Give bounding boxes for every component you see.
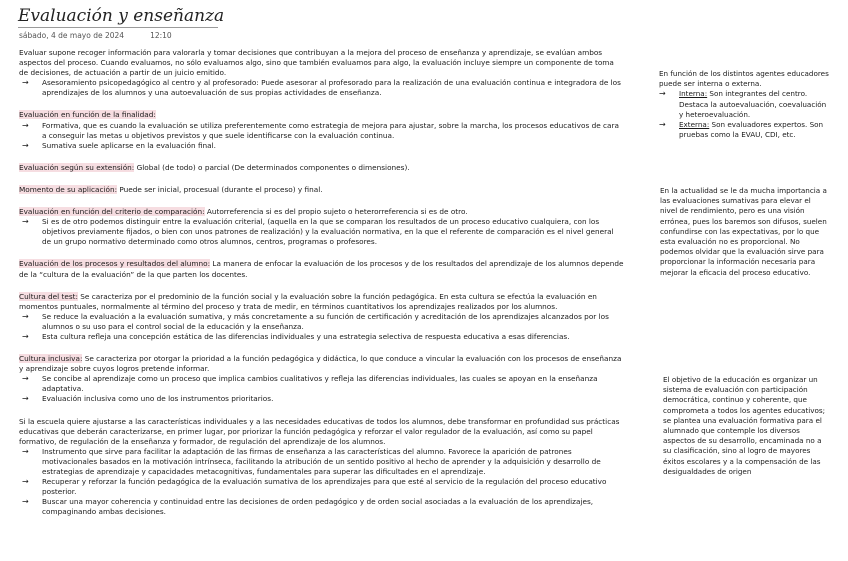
- section-heading: Cultura inclusiva:: [19, 354, 83, 364]
- section-heading: Cultura del test:: [19, 291, 78, 301]
- arrow-icon: →: [22, 374, 29, 384]
- arrow-icon: →: [659, 120, 666, 130]
- sidebar-note-actualidad[interactable]: En la actualidad se le da mucha importancia a las evaluaciones sumativas para elevar el nivel de rendimiento, pero es una visión errónea, pues los baremos son difusos, suelen confundirse con las expectativas, por lo que esta evaluación no es proporcional. No podemos olvidar que la evaluación sirve para proporcionar la información necesaria para mejorar la eficacia del proceso educativo.: [660, 186, 827, 277]
- section-test: Cultura del test: Se caracteriza por el predominio de la función social y la evaluación sobre la función pedagógica. En esta cultura se efectúa la evaluación en momentos puntuales, normalmente al término del proceso y trata de medir, en términos cuantitativos los aprendizajes realizados por los alumnos.: [19, 291, 597, 311]
- section-inclusiva: Cultura inclusiva: Se caracteriza por otorgar la prioridad a la función pedagógica y didáctica, lo que conduce a vincular la evaluación con los procesos de enseñanza y aprendizaje sobre cuyos logros pretende informar.: [19, 354, 622, 374]
- list-item: → Instrumento que sirve para facilitar la adaptación de las firmas de enseñanza a las características del alumno. Favorece la aparición de patrones motivacionales basados en la motivación intrínseca, facilitando la atribución de un sentido positivo al hecho de aprender y la adquisición y desarrollo de estrategias de aprendizaje y capacidades metacognitivas, fundamentales para superar las dificultades en el aprendizaje.: [22, 446, 601, 476]
- list-item: → Se reduce la evaluación a la evaluación sumativa, y más concretamente a su función de certificación y acreditación de los aprendizajes alcanzados por los alumnos o su uso para el control social de la educación y la enseñanza.: [22, 311, 609, 331]
- list-item: → Esta cultura refleja una concepción estática de las diferencias individuales y una estrategia selectiva de respuesta educativa a esas diferencias.: [22, 331, 570, 341]
- arrow-icon: →: [22, 140, 29, 150]
- arrow-icon: →: [22, 217, 29, 227]
- section-escuela: Si la escuela quiere ajustarse a las características individuales y a las necesidades educativas de todos los alumnos, debe transformar en profundidad sus prácticas educativas que deberán caracterizarse, en primer lugar, por priorizar la función pedagógica y reforzar el valor regulador de la evaluación, así como su papel formativo, de regulación de la enseñanza y formador, de regulación del aprendizaje de los alumnos.: [19, 416, 620, 446]
- list-item: → Si es de otro podemos distinguir entre la evaluación criterial, (aquella en la que se comparan los resultados de un proceso educativo cualquiera, con los objetivos previamente fijados, o bien con unos patrones de realización) y la evaluación normativa, en la que el referente de comparación es el nivel general de un grupo normativo determinado como otros alumnos, centros, programas o profesores.: [22, 217, 614, 247]
- arrow-icon: →: [22, 497, 29, 507]
- section-finalidad: [19, 110, 625, 120]
- section-extension: Evaluación según su extensión: Global (de todo) o parcial (De determinados componentes o dimensiones).: [19, 162, 410, 172]
- list-item: → Buscar una mayor coherencia y continuidad entre las decisiones de orden pedagógico y de orden social asociadas a la evaluación de los aprendizajes, compaginando ambas decisiones.: [22, 497, 594, 517]
- section-heading: Evaluación en función de la finalidad:: [19, 110, 156, 120]
- list-item: → Evaluación inclusiva como uno de los instrumentos prioritarios.: [22, 394, 274, 404]
- list-item: → Interna: Son integrantes del centro. Destaca la autoevaluación, coevaluación y heteroevaluación.: [659, 89, 827, 119]
- arrow-icon: →: [22, 446, 29, 456]
- arrow-icon: →: [22, 120, 29, 130]
- section-procesos: Evaluación de los procesos y resultados del alumno: La manera de enfocar la evaluación de los procesos y de los resultados del aprendizaje de los alumnos depende de la “cultura de la evaluación” de la que parten los docentes.: [19, 259, 624, 279]
- page-title[interactable]: Evaluación y enseñanza: [18, 6, 225, 26]
- arrow-icon: →: [22, 78, 29, 88]
- section-momento: Momento de su aplicación: Puede ser inicial, procesual (durante el proceso) y final.: [19, 184, 323, 194]
- section-heading: Evaluación de los procesos y resultados del alumno:: [19, 259, 211, 269]
- intro-paragraph: Evaluar supone recoger información para valorarla y tomar decisiones que contribuyan a la mejora del proceso de enseñanza y aprendizaje, se evalúan ambos aspectos del proceso. Cuando evaluamos, no sólo evaluamos algo, sino que también evaluamos para algo, la evaluación incluye siempre un componente de toma de decisiones, de actuación a partir de un juicio emitido.: [19, 48, 614, 78]
- arrow-icon: →: [659, 89, 666, 99]
- list-item: → Asesoramiento psicopedagógico al centro y al profesorado: Puede asesorar al profesorado para la realización de una evaluación continua e integradora de los aprendizajes de los alumnos y una autoevaluación de sus propias actividades de enseñanza.: [22, 78, 621, 98]
- section-criterio: Evaluación en función del criterio de comparación: Autorreferencia si es del propio sujeto o heterorreferencia si es de otro.: [19, 207, 468, 217]
- page-meta: [19, 31, 172, 40]
- page-date: sábado, 4 de mayo de 2024: [19, 31, 125, 40]
- list-item: → Recuperar y reforzar la función pedagógica de la evaluación sumativa de los aprendizajes para que esté al servicio de la regulación del proceso educativo posterior.: [22, 477, 607, 497]
- arrow-icon: →: [22, 394, 29, 404]
- sidebar-note-agentes[interactable]: En función de los distintos agentes educadores puede ser interna o externa. → Interna: Son integrantes del centro. Destaca la autoevaluación, coevaluación y heteroevaluación. → Externa: Son evaluadores expertos. Son pruebas como la EVAU, CDI, etc.: [659, 69, 831, 140]
- arrow-icon: →: [22, 331, 29, 341]
- main-notes[interactable]: [19, 48, 625, 517]
- list-item: → Sumativa suele aplicarse en la evaluación final.: [22, 140, 216, 150]
- arrow-icon: →: [22, 477, 29, 487]
- arrow-icon: →: [22, 311, 29, 321]
- list-item: → Se concibe al aprendizaje como un proceso que implica cambios cualitativos y refleja las diferencias individuales, las cuales se apoyan en la enseñanza adaptativa.: [22, 374, 598, 394]
- section-heading: Momento de su aplicación:: [19, 184, 118, 194]
- page-time: 12:10: [150, 31, 172, 40]
- list-item: → Externa: Son evaluadores expertos. Son pruebas como la EVAU, CDI, etc.: [659, 120, 824, 140]
- section-heading: Evaluación según su extensión:: [19, 162, 135, 172]
- sidebar-note-objetivo[interactable]: El objetivo de la educación es organizar un sistema de evaluación con participación democrática, continuo y coherente, que comprometa a todos los agentes educativos; se plantea una evaluación formativa para el alumnado que contemple los diversos aspectos de su desarrollo, encaminada no a su clasificación, sino al logro de mayores éxitos escolares y a la compensación de las desigualdades de origen: [663, 375, 826, 476]
- section-heading: Evaluación en función del criterio de comparación:: [19, 207, 205, 217]
- list-item: → Formativa, que es cuando la evaluación se utiliza preferentemente como estrategia de mejora para ajustar, sobre la marcha, los procesos educativos de cara a conseguir las metas u objetivos previstos y que suele identificarse con la evaluación continua.: [22, 120, 619, 140]
